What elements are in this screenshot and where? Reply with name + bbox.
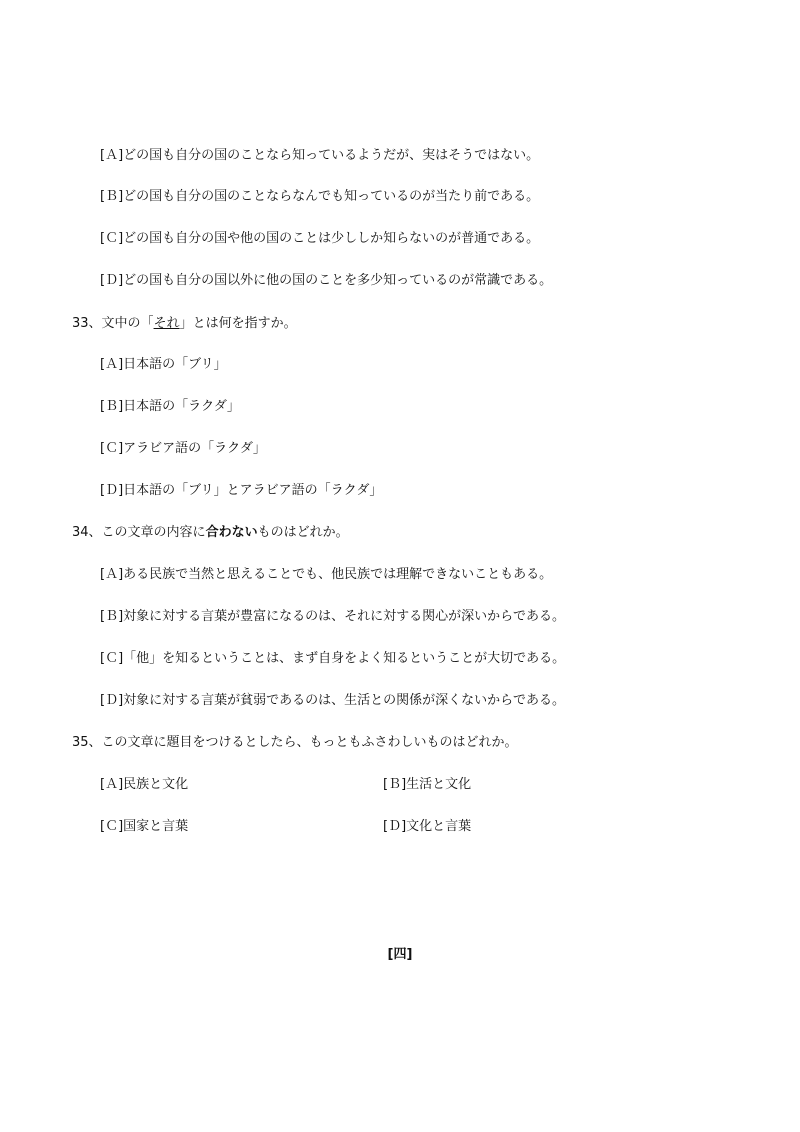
q33-underlined-word: それ <box>153 316 180 331</box>
q33-option-c: [Ｃ]アラビア語の「ラクダ」 <box>100 441 266 456</box>
q35-option-b: [Ｂ]生活と文化 <box>383 777 472 792</box>
q34-option-d: [Ｄ]対象に対する言葉が貧弱であるのは、生活との関係が深くないからである。 <box>100 693 566 708</box>
q35-option-a: [Ａ]民族と文化 <box>100 777 189 792</box>
q34-question <box>72 524 349 542</box>
q35-option-d: [Ｄ]文化と言葉 <box>383 819 472 834</box>
q33-suffix: 」とは何を指すか。 <box>179 316 297 331</box>
q32-option-a: [Ａ]どの国も自分の国のことなら知っているようだが、実はそうではない。 <box>100 148 540 163</box>
q35-question <box>72 734 518 752</box>
q34-suffix: ものはどれか。 <box>257 525 349 540</box>
q34-bold-word: 合わない <box>205 525 258 540</box>
q35-text: この文章に題目をつけるとしたら、もっともふさわしいものはどれか。 <box>101 735 518 750</box>
q34-prefix: この文章の内容に <box>101 525 206 540</box>
q32-option-b: [Ｂ]どの国も自分の国のことならなんでも知っているのが当たり前である。 <box>100 189 540 204</box>
q35-option-c: [Ｃ]国家と言葉 <box>100 819 189 834</box>
q33-question <box>72 315 297 333</box>
q34-option-a: [Ａ]ある民族で当然と思えることでも、他民族では理解できないこともある。 <box>100 567 553 582</box>
q33-option-b: [Ｂ]日本語の「ラクダ」 <box>100 399 240 414</box>
q33-number: 33、 <box>72 316 102 331</box>
q35-number: 35、 <box>72 735 102 750</box>
q33-option-d: [Ｄ]日本語の「ブリ」とアラビア語の「ラクダ」 <box>100 483 383 498</box>
q34-option-c: [Ｃ]「他」を知るということは、まず自身をよく知るということが大切である。 <box>100 651 566 666</box>
q34-option-b: [Ｂ]対象に対する言葉が豊富になるのは、それに対する関心が深いからである。 <box>100 609 566 624</box>
q32-option-c: [Ｃ]どの国も自分の国や他の国のことは少ししか知らないのが普通である。 <box>100 231 540 246</box>
q33-option-a: [Ａ]日本語の「ブリ」 <box>100 357 227 372</box>
q32-option-d: [Ｄ]どの国も自分の国以外に他の国のことを多少知っているのが常識である。 <box>100 273 553 288</box>
section-heading: [四] <box>387 947 413 962</box>
q33-prefix: 文中の「 <box>101 316 154 331</box>
q34-number: 34、 <box>72 525 102 540</box>
